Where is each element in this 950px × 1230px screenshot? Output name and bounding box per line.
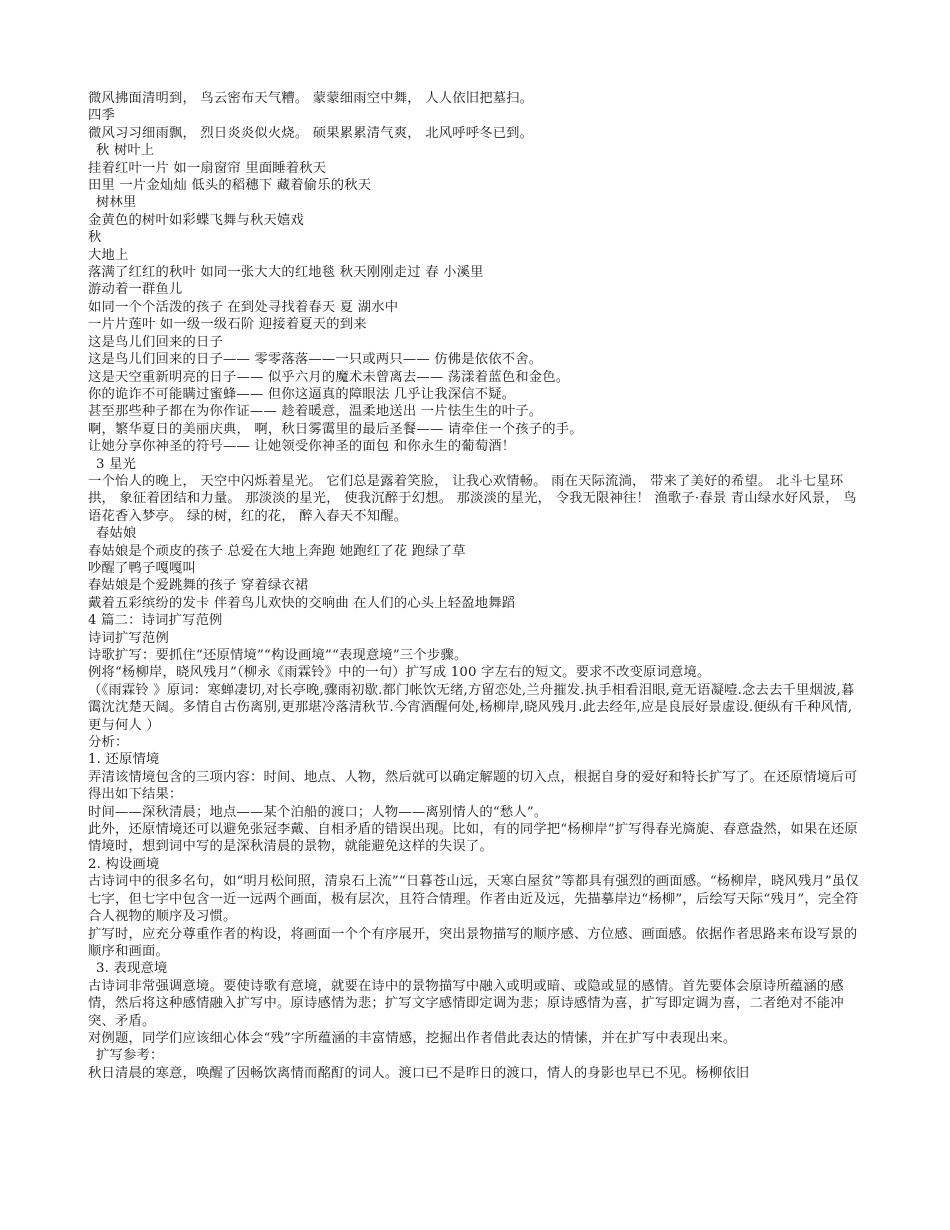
text-line: 例将“杨柳岸，晓风残月”（柳永《雨霖铃》中的一句）扩写成 100 字左右的短文。要求不改变原词意境。 [88, 665, 711, 681]
text-line: 这是鸟儿们回来的日子 [88, 334, 223, 350]
text-line: 4 篇二：诗词扩写范例 [88, 613, 223, 629]
text-line: 戴着五彩缤纷的发卡 伴着鸟儿欢快的交响曲 在人们的心头上轻盈地舞蹈 [88, 595, 516, 611]
text-line: 扩写参考： [96, 1048, 164, 1064]
text-line: 春姑娘是个顽皮的孩子 总爱在大地上奔跑 她跑红了花 跑绿了草 [88, 543, 466, 559]
text-line: （《雨霖铃 》原词：寒蝉凄切,对长亭晚,骤雨初歇.都门帐饮无绪,方留恋处,兰舟摧发.执手相看泪眼,竟无语凝噎.念去去千里烟波,暮霭沈沈楚天阔。多情自古伤离别,更那堪冷落清秋节.今宵酒醒何处,杨柳岸,晓风残月.此去经年,应是良辰好景虚设.便纵有千种风情,更与何人 ） [88, 682, 855, 733]
text-line: 这是鸟儿们回来的日子—— 零零落落——一只或两只—— 仿佛是依依不舍。 [88, 352, 543, 368]
text-line: 田里 一片金灿灿 低头的稻穗下 藏着偷乐的秋天 [88, 178, 372, 194]
text-line: 金黄色的树叶如彩蝶飞舞与秋天嬉戏 [88, 212, 304, 228]
text-line: 这是天空重新明亮的日子—— 似乎六月的魔术未曾离去—— 荡漾着蓝色和金色。 [88, 369, 570, 385]
text-line: 3. 表现意境 [96, 961, 168, 977]
text-line: 你的诡诈不可能瞒过蜜蜂—— 但你这逼真的障眼法 几乎让我深信不疑。 [88, 386, 516, 402]
text-line: 甚至那些种子都在为你作证—— 趁着暖意，温柔地送出 一片怯生生的叶子。 [88, 404, 543, 420]
text-line: 秋 树叶上 [96, 143, 155, 159]
text-line: 扩写时，应充分尊重作者的构设，将画面一个个有序展开，突出景物描写的顺序感、方位感、画面感。依据作者思路来布设写景的顺序和画面。 [88, 926, 858, 959]
text-line: 2. 构设画境 [88, 856, 160, 872]
text-line: 秋日清晨的寒意，唤醒了因畅饮离情而酩酊的词人。渡口已不是昨日的渡口，情人的身影也早已不见。杨柳依旧 [88, 1065, 750, 1081]
text-line: 游动着一群鱼儿 [88, 282, 183, 298]
text-line: 四季 [88, 108, 115, 124]
text-line: 1. 还原情境 [88, 752, 160, 768]
document-body [88, 90, 864, 1082]
text-line: 一个怡人的晚上， 天空中闪烁着星光。 它们总是露着笑脸， 让我心欢情畅。 雨在天际流淌， 带来了美好的希望。 北斗七星环拱， 象征着团结和力量。 那淡淡的星光， 使我沉醉于幻想。 那淡淡的星光， 令我无限神往！ 渔歌子·春景 青山绿水好风景， 鸟语花香入梦亭。 绿的树，红的花， 醉入春天不知醒。 [88, 473, 857, 524]
text-line: 此外，还原情境还可以避免张冠李戴、自相矛盾的错误出现。比如，有的同学把“杨柳岸”扩写得春光旖旎、春意盎然，如果在还原情境时，想到词中写的是深秋清晨的景物，就能避免这样的失误了。 [88, 822, 858, 855]
text-line: 时间——深秋清晨；地点——某个泊船的渡口；人物——离别情人的“愁人”。 [88, 804, 548, 820]
text-line: 弄清该情境包含的三项内容：时间、地点、人物，然后就可以确定解题的切入点，根据自身的爱好和特长扩写了。在还原情境后可得出如下结果： [88, 769, 858, 803]
text-line: 一片片莲叶 如一级一级石阶 迎接着夏天的到来 [88, 317, 367, 333]
text-line: 春姑娘 [96, 526, 137, 542]
text-line: 诗词扩写范例 [88, 630, 169, 646]
text-line: 吵醒了鸭子嘎嘎叫 [88, 560, 196, 576]
text-line: 啊，繁华夏日的美丽庆典， 啊，秋日雾霭里的最后圣餐—— 请牵住一个孩子的手。 [88, 421, 583, 437]
text-line: 微风拂面清明到， 鸟云密布天气糟。 蒙蒙细雨空中舞， 人人依旧把墓扫。 [88, 91, 534, 106]
text-line: 让她分享你神圣的符号—— 让她领受你神圣的面包 和你永生的葡萄酒！ [88, 439, 516, 455]
text-line: 挂着红叶一片 如一扇窗帘 里面睡着秋天 [88, 160, 327, 176]
text-line: 树林里 [96, 195, 137, 211]
text-line: 3 星光 [96, 456, 137, 472]
text-line: 如同一个个活泼的孩子 在到处寻找着春天 夏 湖水中 [88, 299, 399, 315]
text-line: 古诗词非常强调意境。要使诗歌有意境，就要在诗中的景物描写中融入或明或暗、或隐或显的感情。首先要体会原诗所蕴涵的感情，然后将这种感情融入扩写中。原诗感情为悲；扩写文字感情即定调为悲；原诗感情为喜，扩写即定调为喜，二者绝对不能冲突、矛盾。 [88, 978, 844, 1029]
text-line: 微风习习细雨飘， 烈日炎炎似火烧。 硕果累累清气爽， 北风呼呼冬已到。 [88, 125, 534, 141]
text-line: 落满了红红的秋叶 如同一张大大的红地毯 秋天刚刚走过 春 小溪里 [88, 265, 484, 281]
text-line: 分析： [88, 735, 129, 751]
text-line: 古诗词中的很多名句，如“明月松间照，清泉石上流”“日暮苍山远，天寒白屋贫”等都具有强烈的画面感。“杨柳岸，晓风残月”虽仅七字，但七字中包含一近一远两个画面，极有层次，且符合情理。作者由近及远，先描摹岸边“杨柳”，后绘写天际“残月”，完全符合人视物的顺序及习惯。 [88, 874, 859, 925]
text-line: 春姑娘是个爱跳舞的孩子 穿着绿衣裙 [88, 578, 309, 594]
text-line: 对例题，同学们应该细心体会“残”字所蕴涵的丰富情感，挖掘出作者借此表达的情愫，并在扩写中表现出来。 [88, 1030, 737, 1046]
text-line: 诗歌扩写：要抓住“还原情境”“构设画境”“表现意境”三个步骤。 [88, 648, 468, 663]
text-line: 大地上 [88, 247, 129, 263]
text-line: 秋 [88, 230, 102, 246]
